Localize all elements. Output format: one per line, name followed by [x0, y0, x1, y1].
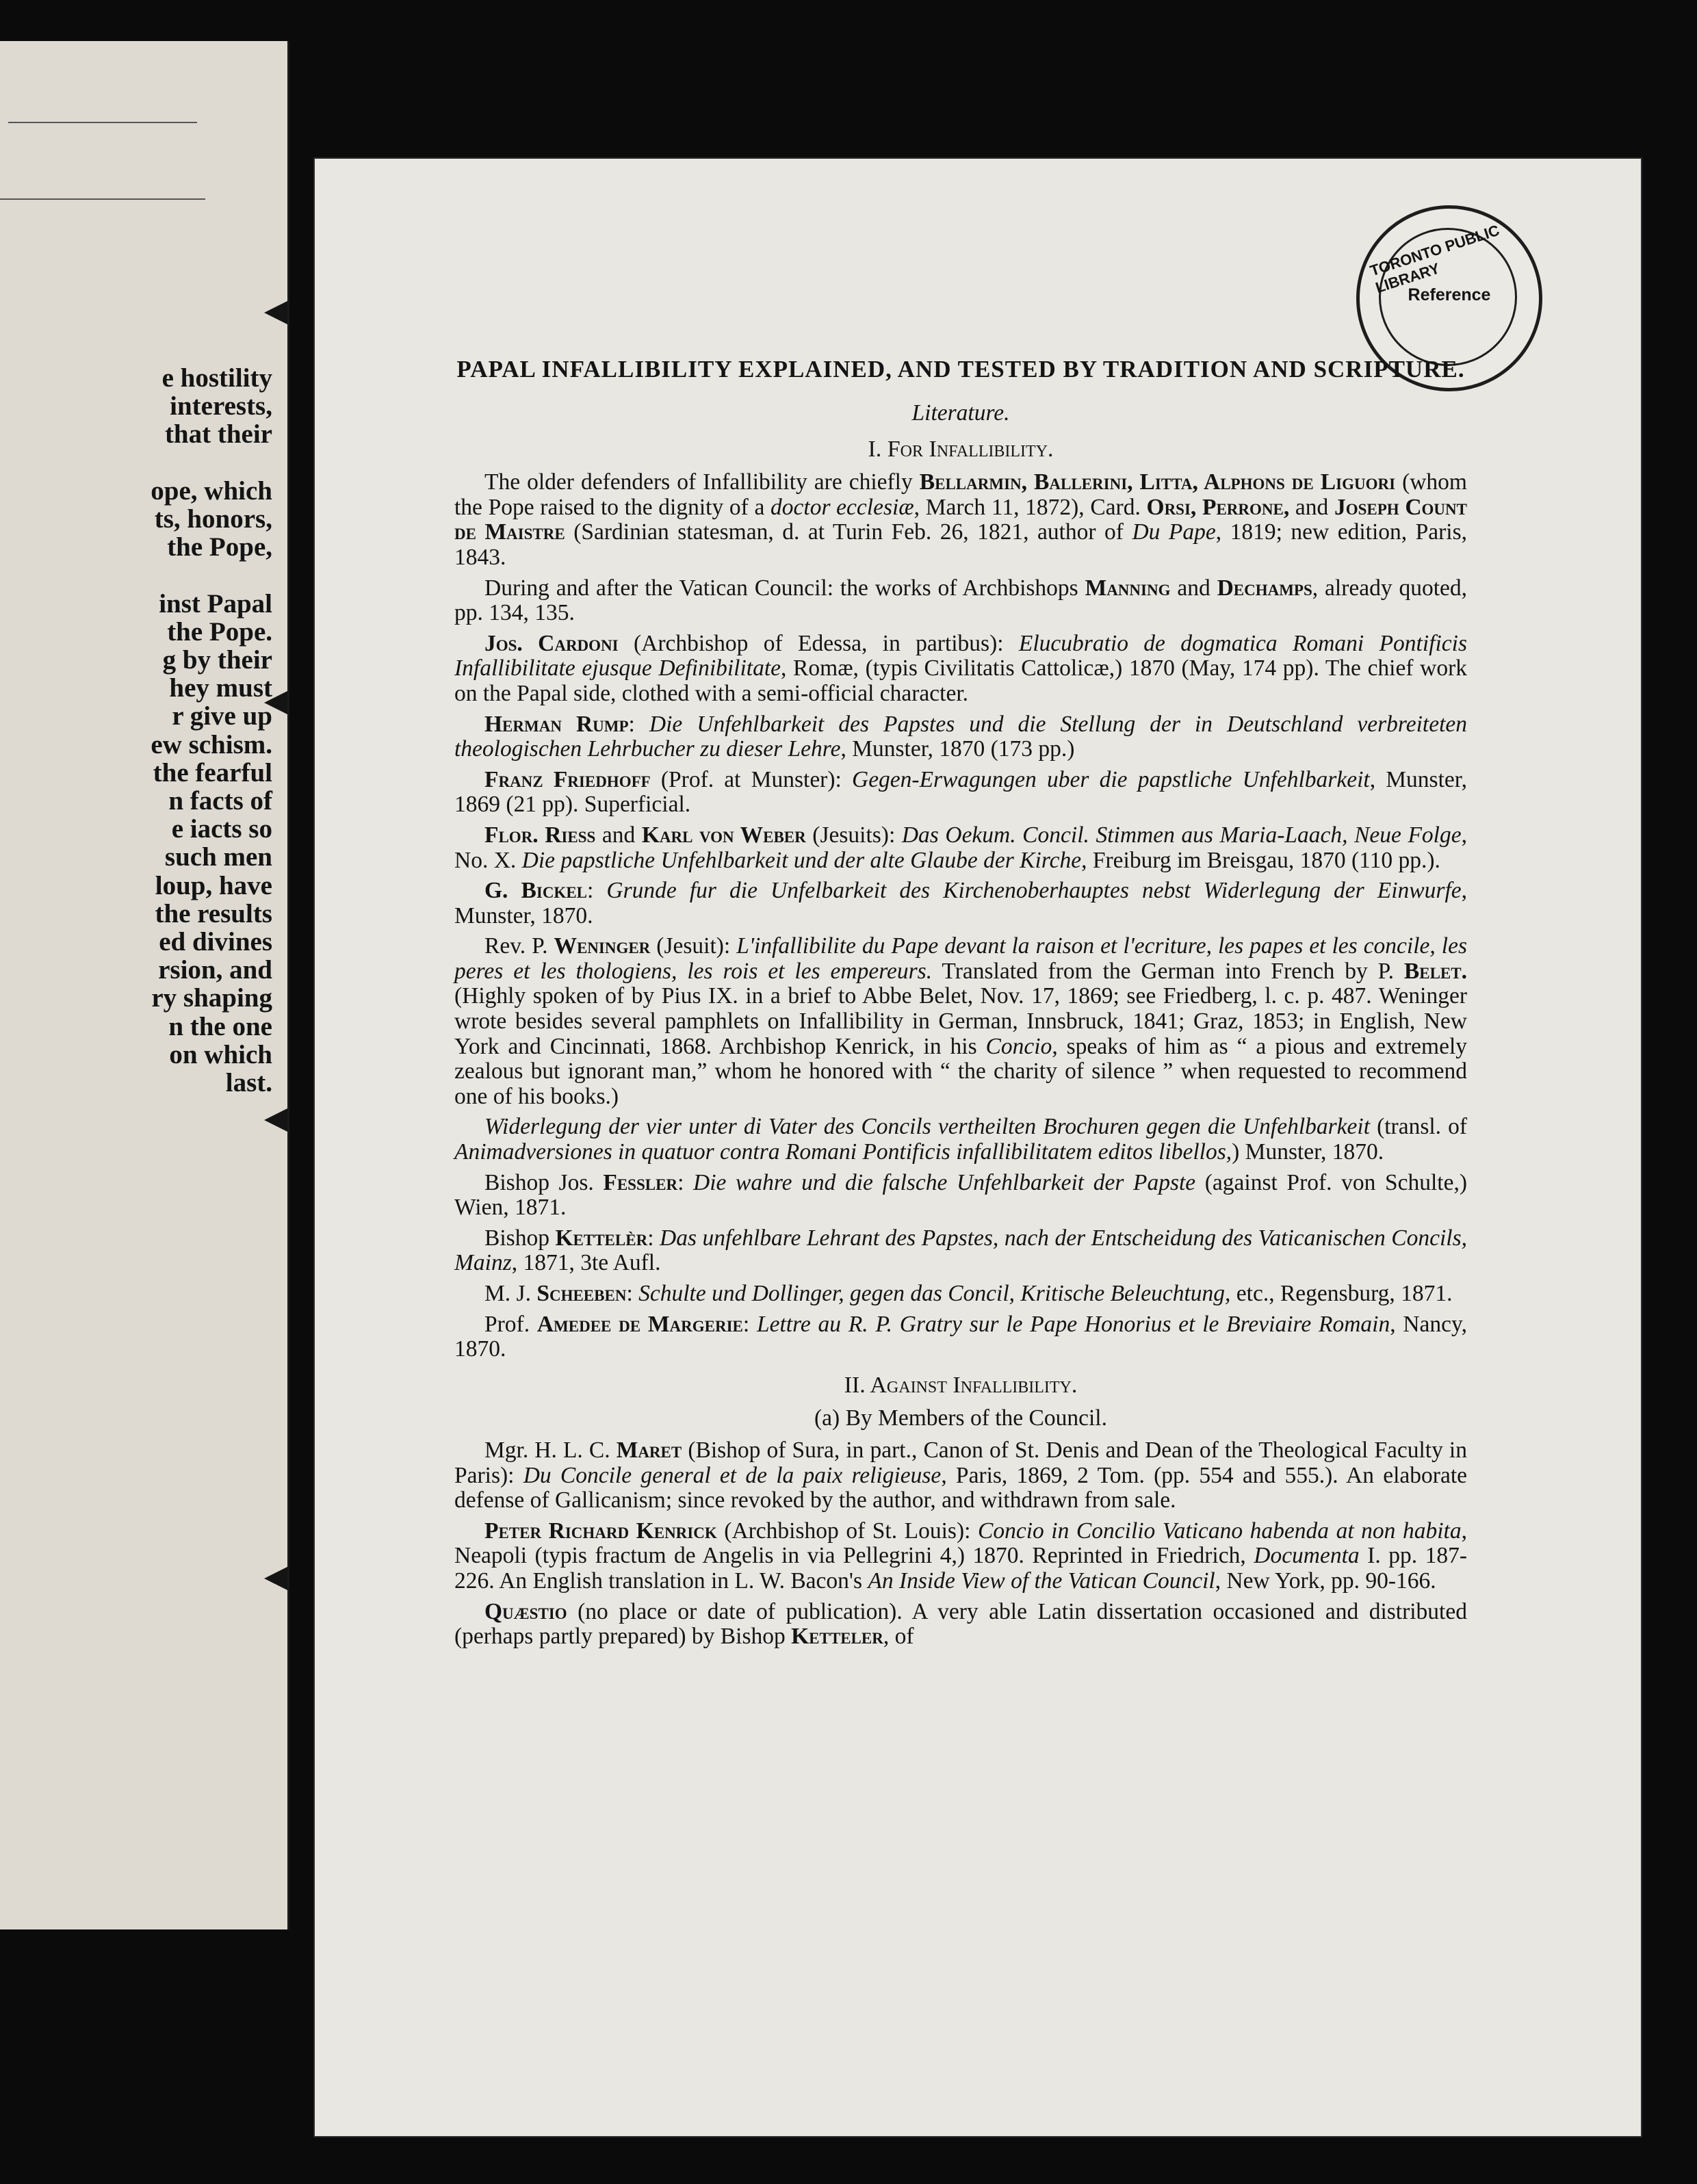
- page-title: PAPAL INFALLIBILITY EXPLAINED, AND TESTED BY TRADITION AND SCRIPTURE.: [456, 356, 1465, 382]
- left-line: inst Papal: [159, 588, 272, 619]
- left-line: n the one: [168, 1011, 272, 1041]
- left-line: ope, which: [151, 476, 272, 506]
- entry-bickel: G. Bickel: Grunde fur die Unfelbarkeit des Kirchenoberhauptes nebst Widerlegung der Einwurfe, Munster, 1870.: [454, 878, 1467, 928]
- section-heading-against: II. Against Infallibility.: [844, 1372, 1078, 1398]
- left-line: the Pope,: [167, 532, 272, 562]
- entry-riess-weber: Flor. Riess and Karl von Weber (Jesuits): Das Oekum. Concil. Stimmen aus Maria-Laach, Neue Folge, No. X. Die papstliche Unfehlbarkeit und der alte Glaube der Kirche, Freiburg im Breisgau, 1870 (110 pp.).: [454, 822, 1467, 873]
- left-line: r give up: [172, 701, 272, 731]
- left-line: loup, have: [155, 870, 272, 900]
- left-line: [151, 561, 272, 589]
- entry-cardoni: Jos. Cardoni (Archbishop of Edessa, in partibus): Elucubratio de dogmatica Romani Pontificis Infallibilitate ejusque Definibilitate, Romæ, (typis Civilitatis Cattolicæ,) 1870 (May, 174 pp). The chief work on the Papal side, clothed with a semi-official character.: [454, 630, 1468, 706]
- left-line: such men: [164, 842, 272, 872]
- left-line: ew schism.: [151, 729, 272, 759]
- entry-weninger: Rev. P. Weninger (Jesuit): L'infallibilite du Pape devant la raison et l'ecriture, les papes et les concile, les peres et les thologiens, les rois et les empereurs. Translated from the German into French by P. Belet. (Highly spoken of by Pius IX. in a brief to Abbe Belet, Nov. 17, 1869; see Friedberg, l. c. p. 487. Weninger wrote besides several pamphlets on Infallibility in German, Innsbruck, 1841; Graz, 1853; in English, New York and Cincinnati, 1868. Archbishop Kenrick, in his Concio, speaks of him as “ a pious and extremely zealous but ignorant man,” whom he honored with “ the charity of silence ” when requested to recommend one of his books.): [454, 933, 1467, 1109]
- entry-ketteler: Bishop Kettelèr: Das unfehlbare Lehrant des Papstes, nach der Entscheidung des Vaticanischen Concils, Mainz, 1871, 3te Aufl.: [454, 1225, 1467, 1276]
- left-line: n facts of: [168, 786, 272, 816]
- section-heading-for: I. For Infallibility.: [868, 436, 1054, 462]
- left-facing-page: [0, 41, 289, 1929]
- entry-friedhoff: Franz Friedhoff (Prof. at Munster): Gegen-Erwagungen uber die papstliche Unfehlbarkeit, Munster, 1869 (21 pp). Superficial.: [454, 766, 1467, 818]
- entry-older-defenders: The older defenders of Infallibility are chiefly Bellarmin, Ballerini, Litta, Alphons de Liguori (whom the Pope raised to the dignity of a doctor ecclesiæ, March 11, 1872), Card. Orsi, Perrone, and Joseph Count de Maistre (Sardinian statesman, d. at Turin Feb. 26, 1821, author of Du Pape, 1819; new edition, Paris, 1843.: [454, 469, 1468, 570]
- stamp-text: TORONTO PUBLIC LIBRARY: [1368, 221, 1502, 297]
- left-page-text: [151, 364, 272, 1097]
- left-line: that their: [164, 419, 272, 450]
- entry-quaestio: Quæstio (no place or date of publication). A very able Latin dissertation occasioned and distributed (perhaps partly prepared) by Bishop Ketteler, of: [454, 1598, 1467, 1650]
- entry-during-after: During and after the Vatican Council: the works of Archbishops Manning and Dechamps, already quoted, pp. 134, 135.: [454, 575, 1467, 626]
- left-line: interests,: [170, 391, 272, 421]
- page-edge-lines: [0, 123, 205, 200]
- literature-heading: Literature.: [911, 400, 1010, 426]
- left-line: the results: [155, 898, 272, 928]
- left-line: [151, 449, 272, 477]
- left-line: the fearful: [153, 757, 272, 788]
- left-line: ts, honors,: [154, 504, 272, 534]
- left-line: hey must: [169, 673, 272, 703]
- left-line: rsion, and: [158, 955, 272, 985]
- entry-scheeben: M. J. Scheeben: Schulte und Dollinger, gegen das Concil, Kritische Beleuchtung, etc., Regensburg, 1871.: [484, 1281, 1453, 1306]
- left-line: e iacts so: [171, 814, 272, 844]
- entry-rump: Herman Rump: Die Unfehlbarkeit des Papstes und die Stellung der in Deutschland verbreiteten theologischen Lehrbucher zu dieser Lehre, Munster, 1870 (173 pp.): [454, 711, 1468, 762]
- entry-maret: Mgr. H. L. C. Maret (Bishop of Sura, in part., Canon of St. Denis and Dean of the Theological Faculty in Paris): Du Concile general et de la paix religieuse, Paris, 1869, 2 Tom. (pp. 554 and 555.). An elaborate defense of Gallicanism; since revoked by the author, and withdrawn from sale.: [454, 1437, 1467, 1513]
- subsection-heading: (a) By Members of the Council.: [814, 1405, 1107, 1431]
- left-line: ry shaping: [151, 983, 272, 1013]
- left-line: ed divines: [159, 927, 272, 957]
- left-line: on which: [169, 1039, 272, 1069]
- entry-margerie: Prof. Amedee de Margerie: Lettre au R. P. Gratry sur le Pape Honorius et le Breviaire Romain, Nancy, 1870.: [454, 1311, 1467, 1362]
- page-content: [454, 356, 1467, 1655]
- entry-fessler: Bishop Jos. Fessler: Die wahre und die falsche Unfehlbarkeit der Papste (against Prof. von Schulte,) Wien, 1871.: [454, 1169, 1467, 1221]
- left-line: last.: [225, 1068, 272, 1098]
- stamp-center-label: Reference: [1408, 285, 1491, 304]
- entry-kenrick: Peter Richard Kenrick (Archbishop of St. Louis): Concio in Concilio Vaticano habenda at non habita, Neapoli (typis fractum de Angelis in via Pellegrini 4,) 1870. Reprinted in Friedrich, Documenta I. pp. 187- 226. An English translation in L. W. Bacon's An Inside View of the Vatican Council, New York, pp. 90-166.: [454, 1518, 1468, 1594]
- entry-widerlegung: Widerlegung der vier unter di Vater des Concils vertheilten Brochuren gegen die Unfehlbarkeit (transl. of Animadversiones in quatuor contra Romani Pontificis infallibilitatem editos libellos,) Munster, 1870.: [454, 1114, 1467, 1165]
- left-line: the Pope.: [167, 616, 272, 647]
- left-line: g by their: [162, 645, 272, 675]
- left-line: e hostility: [161, 363, 272, 393]
